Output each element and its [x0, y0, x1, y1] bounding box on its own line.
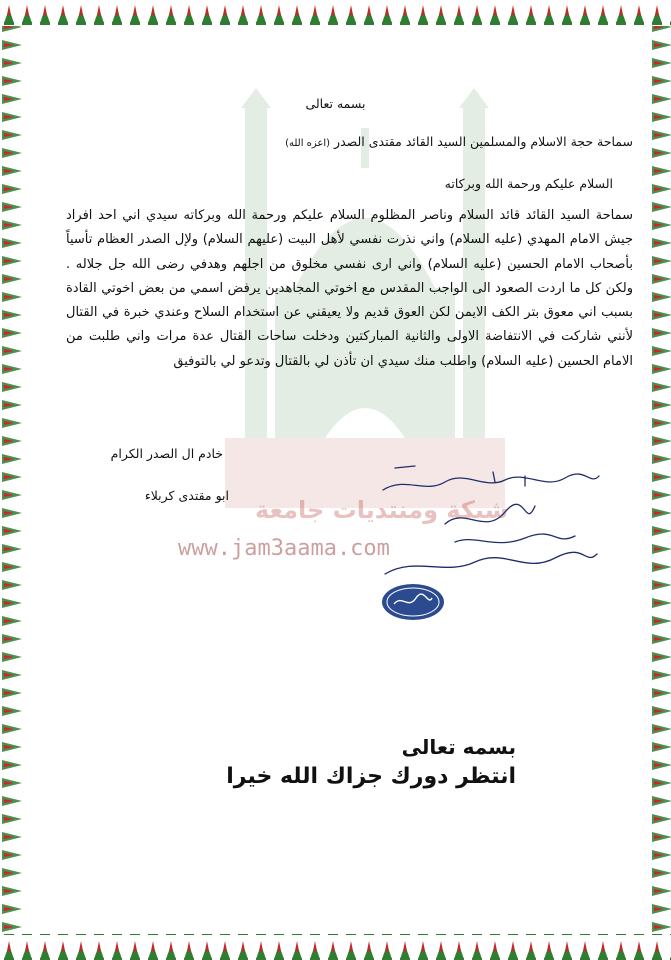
- letter-signature-name: ابو مقتدى كربلاء: [144, 488, 229, 503]
- letter-addressee: [33, 134, 633, 149]
- letter-body: سماحة السيد القائد قائد السلام وناصر المظلوم السلام عليكم ورحمة الله وبركاته سيدي اني احد افراد جيش الامام المهدي (عليه السلام) واني نذرت نفسي لأهل البيت (عليهم السلام) ولإل الصدر العظام تأسياً بأصحاب الامام الحسين (عليه السلام) واني ارى نفسي مخلوق من اجلهم وهدفي رضى الله جل جلاله . ولكن كل ما اردت الصعود الى الواجب المقدس مع اخوتي المجاهدين يرفض اسمي من بعض اخوتي القادة بسبب اني معوق بتر الكف الايمن لكن العوق قديم ولا يعيقني عن استخدام السلاح وعندي خبرة في القتال لأنني شاركت في الانتفاضة الاولى والثانية المباركتين ودخلت ساحات القتال عدة مرات واني طلبت من الامام الحسين (عليه السلام) واطلب منك سيدي ان تأذن لي بالقتال وتدعو لي بالتوفيق: [66, 208, 633, 369]
- official-stamp-image: [380, 582, 446, 622]
- reply-typed-text: انتظر دورك جزاك الله خيرا: [226, 764, 516, 789]
- letter-closing-title: خادم ال الصدر الكرام: [110, 446, 223, 461]
- letter-greeting: السلام عليكم ورحمة الله وبركاته: [444, 176, 613, 191]
- addressee-text: سماحة حجة الاسلام والمسلمين السيد القائد مقتدى الصدر: [334, 134, 633, 149]
- addressee-honorific: (اعزه الله): [285, 138, 331, 149]
- handwritten-reply: [375, 446, 605, 586]
- watermark-arabic-text: شبكة ومنتديات جامعة: [255, 496, 509, 524]
- reply-basmala: بسمه تعالى: [401, 735, 516, 759]
- watermark-url: www.jam3aama.com: [178, 536, 390, 561]
- letter-page: [30, 28, 641, 932]
- letter-basmala: بسمه تعالى: [305, 96, 366, 111]
